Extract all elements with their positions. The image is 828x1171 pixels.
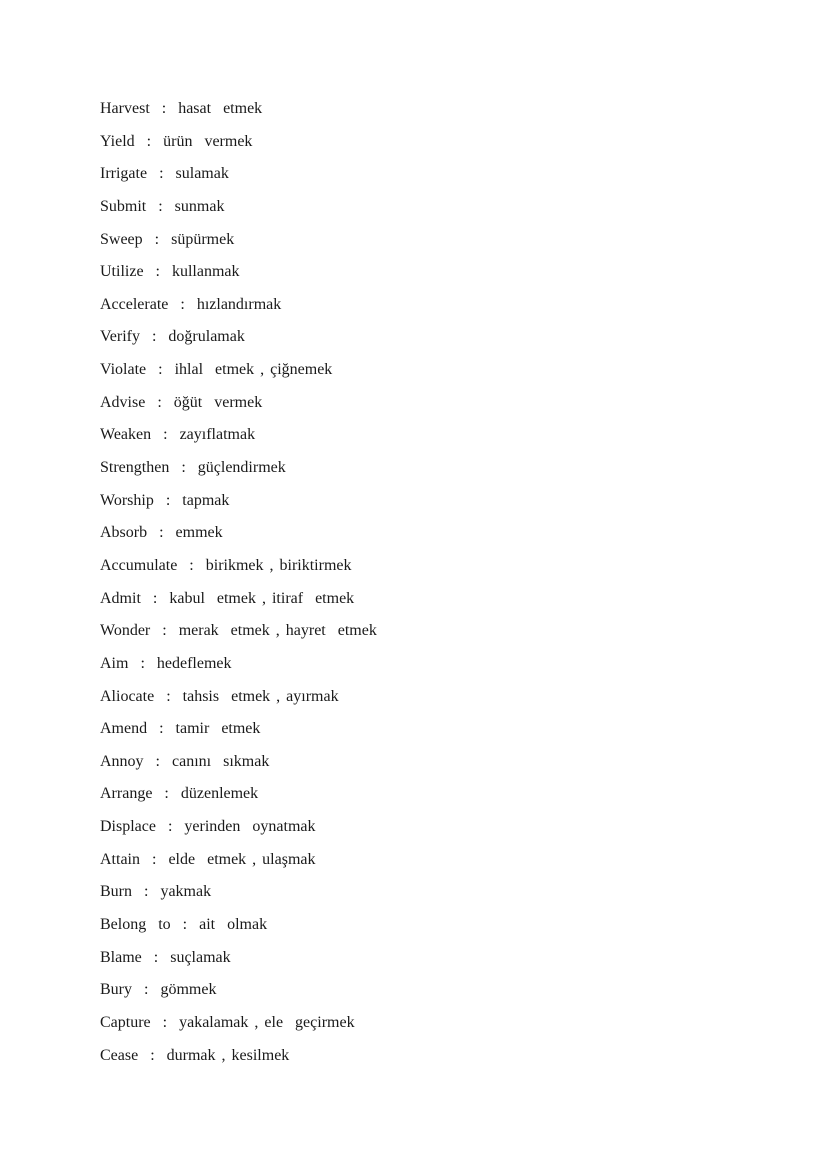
vocab-entry: Aim : hedeflemek bbox=[100, 654, 232, 672]
vocab-entry: Blame : suçlamak bbox=[100, 948, 231, 966]
vocab-entry: Worship : tapmak bbox=[100, 491, 230, 509]
vocab-entry: Verify : doğrulamak bbox=[100, 328, 245, 346]
vocab-entry: Wonder : merak etmek , hayret etmek bbox=[100, 622, 377, 640]
vocab-entry: Yield : ürün vermek bbox=[100, 132, 253, 150]
vocab-entry: Belong to : ait olmak bbox=[100, 916, 268, 934]
vocab-entry: Aliocate : tahsis etmek , ayırmak bbox=[100, 687, 339, 705]
vocabulary-list bbox=[100, 97, 377, 1076]
vocab-entry: Irrigate : sulamak bbox=[100, 165, 229, 183]
vocab-entry: Advise : öğüt vermek bbox=[100, 393, 263, 411]
vocab-entry: Weaken : zayıflatmak bbox=[100, 426, 256, 444]
vocab-entry: Utilize : kullanmak bbox=[100, 263, 240, 281]
vocab-entry: Accumulate : birikmek , biriktirmek bbox=[100, 556, 352, 574]
vocab-entry: Annoy : canını sıkmak bbox=[100, 752, 270, 770]
vocab-entry: Displace : yerinden oynatmak bbox=[100, 818, 316, 836]
vocab-entry: Attain : elde etmek , ulaşmak bbox=[100, 850, 316, 868]
vocab-entry: Accelerate : hızlandırmak bbox=[100, 295, 282, 313]
vocab-entry: Absorb : emmek bbox=[100, 524, 223, 542]
vocab-entry: Violate : ihlal etmek , çiğnemek bbox=[100, 361, 333, 379]
vocab-entry: Arrange : düzenlemek bbox=[100, 785, 259, 803]
vocab-entry: Cease : durmak , kesilmek bbox=[100, 1046, 290, 1064]
vocab-entry: Burn : yakmak bbox=[100, 883, 212, 901]
vocab-entry: Amend : tamir etmek bbox=[100, 720, 261, 738]
vocab-entry: Strengthen : güçlendirmek bbox=[100, 459, 286, 477]
vocab-entry: Sweep : süpürmek bbox=[100, 230, 235, 248]
vocab-entry: Bury : gömmek bbox=[100, 981, 217, 999]
vocab-entry: Harvest : hasat etmek bbox=[100, 100, 263, 117]
vocab-entry: Submit : sunmak bbox=[100, 197, 225, 215]
vocab-entry: Capture : yakalamak , ele geçirmek bbox=[100, 1013, 355, 1031]
vocab-entry: Admit : kabul etmek , itiraf etmek bbox=[100, 589, 355, 607]
